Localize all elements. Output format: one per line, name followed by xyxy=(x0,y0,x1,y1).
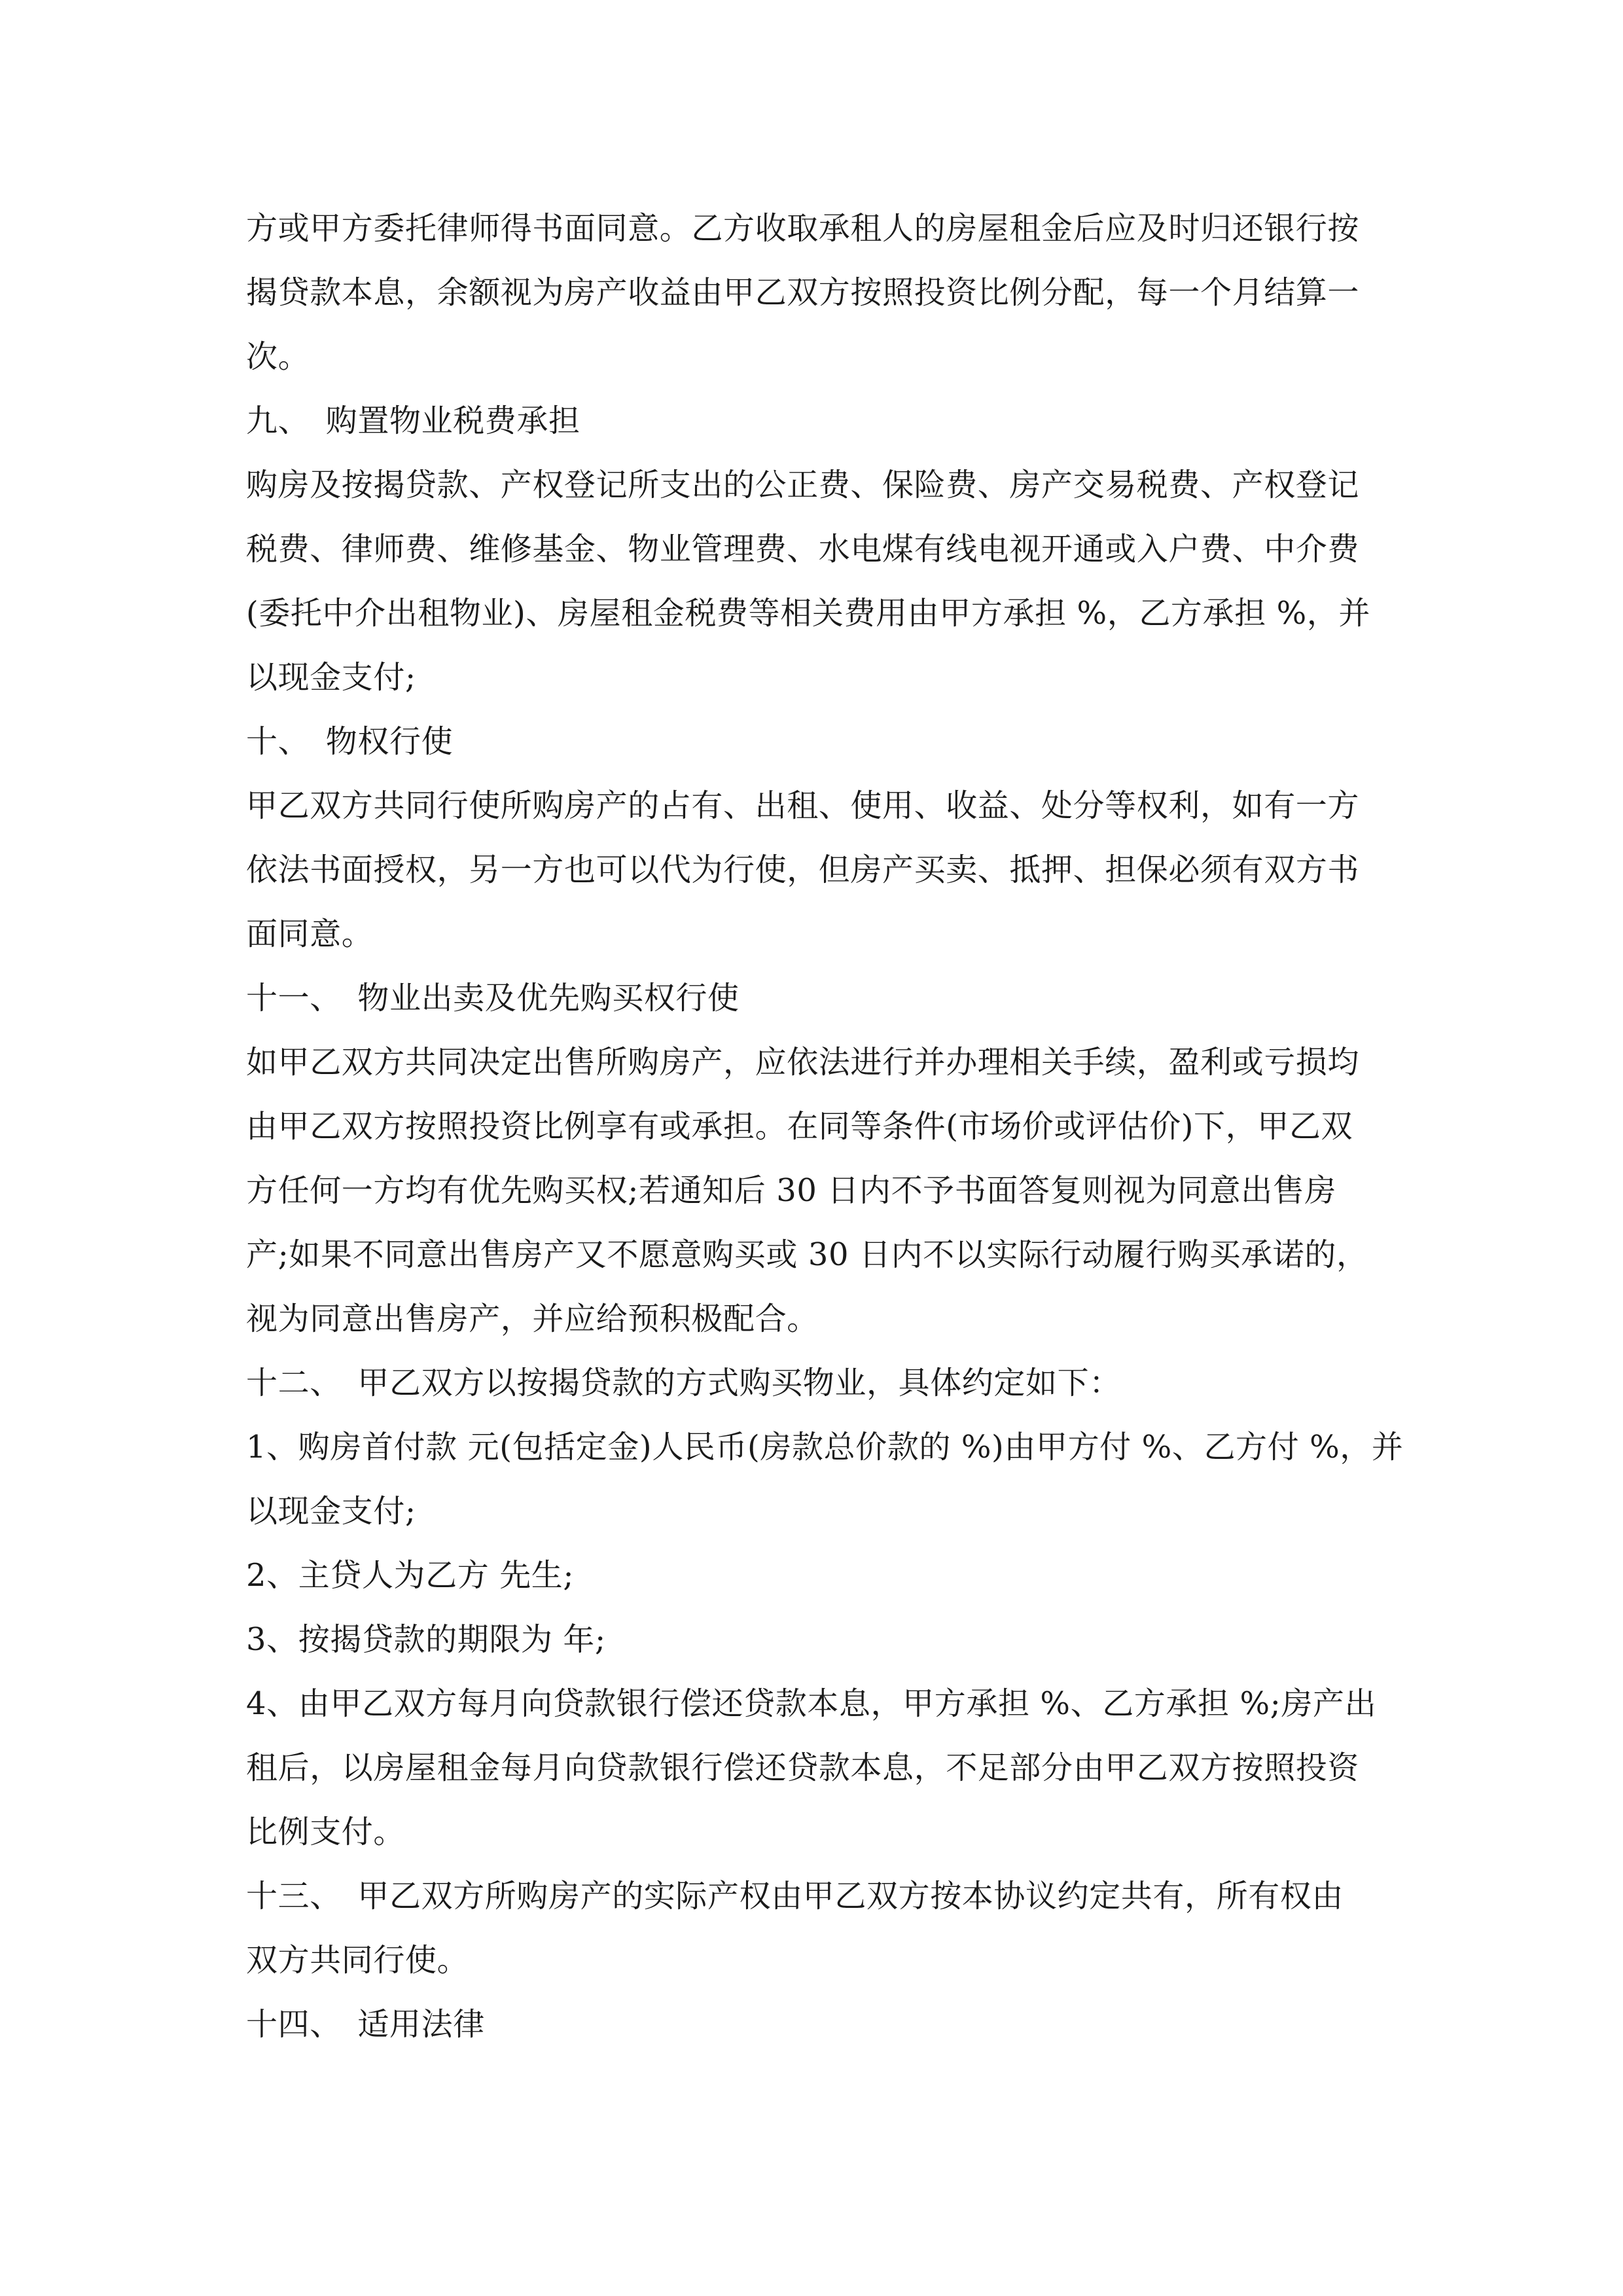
section-heading-11: 十一、 物业出卖及优先购买权行使 xyxy=(246,980,740,1016)
section-heading-14: 十四、 适用法律 xyxy=(246,2006,485,2043)
list-item-1: 1、购房首付款 元(包括定金)人民币(房款总价款的 %)由甲方付 %、乙方付 %，并 xyxy=(246,1429,1404,1465)
section-heading-10: 十、 物权行使 xyxy=(246,723,454,760)
section-heading-13: 十三、 甲乙双方所购房产的实际产权由甲乙双方按本协议约定共有，所有权由 xyxy=(246,1878,1344,1914)
body-line: 面同意。 xyxy=(246,916,374,952)
document-body xyxy=(246,196,1411,2056)
body-line: 由甲乙双方按照投资比例享有或承担。在同等条件(市场价或评估价)下，甲乙双 xyxy=(246,1108,1353,1145)
body-line: 以现金支付; xyxy=(246,659,416,696)
body-line: 方或甲方委托律师得书面同意。乙方收取承租人的房屋租金后应及时归还银行按 xyxy=(246,210,1360,247)
list-item-4: 4、由甲乙双方每月向贷款银行偿还贷款本息，甲方承担 %、乙方承担 %;房产出 xyxy=(246,1685,1377,1722)
body-line: 次。 xyxy=(246,338,310,375)
body-line: 以现金支付; xyxy=(246,1493,416,1530)
body-line: 购房及按揭贷款、产权登记所支出的公正费、保险费、房产交易税费、产权登记 xyxy=(246,467,1360,503)
body-line: 依法书面授权，另一方也可以代为行使，但房产买卖、抵押、担保必须有双方书 xyxy=(246,852,1360,888)
section-heading-9: 九、 购置物业税费承担 xyxy=(246,403,580,439)
body-line: 甲乙双方共同行使所购房产的占有、出租、使用、收益、处分等权利，如有一方 xyxy=(246,787,1360,824)
list-item-3: 3、按揭贷款的期限为 年; xyxy=(246,1621,606,1658)
body-line: 视为同意出售房产，并应给预积极配合。 xyxy=(246,1300,819,1337)
body-line: 揭贷款本息，余额视为房产收益由甲乙双方按照投资比例分配，每一个月结算一 xyxy=(246,274,1360,311)
body-line: 如甲乙双方共同决定出售所购房产，应依法进行并办理相关手续，盈利或亏损均 xyxy=(246,1044,1360,1081)
body-line: 租后，以房屋租金每月向贷款银行偿还贷款本息，不足部分由甲乙双方按照投资 xyxy=(246,1749,1360,1786)
body-line: 方任何一方均有优先购买权;若通知后 30 日内不予书面答复则视为同意出售房 xyxy=(246,1172,1336,1209)
body-line: (委托中介出租物业)、房屋租金税费等相关费用由甲方承担 %，乙方承担 %，并 xyxy=(246,595,1370,632)
section-heading-12: 十二、 甲乙双方以按揭贷款的方式购买物业，具体约定如下： xyxy=(246,1365,1121,1401)
body-line: 比例支付。 xyxy=(246,1814,406,1850)
list-item-2: 2、主贷人为乙方 先生; xyxy=(246,1557,575,1594)
body-line: 产;如果不同意出售房产又不愿意购买或 30 日内不以实际行动履行购买承诺的， xyxy=(246,1236,1368,1273)
body-line: 税费、律师费、维修基金、物业管理费、水电煤有线电视开通或入户费、中介费 xyxy=(246,531,1360,567)
body-line: 双方共同行使。 xyxy=(246,1942,469,1979)
